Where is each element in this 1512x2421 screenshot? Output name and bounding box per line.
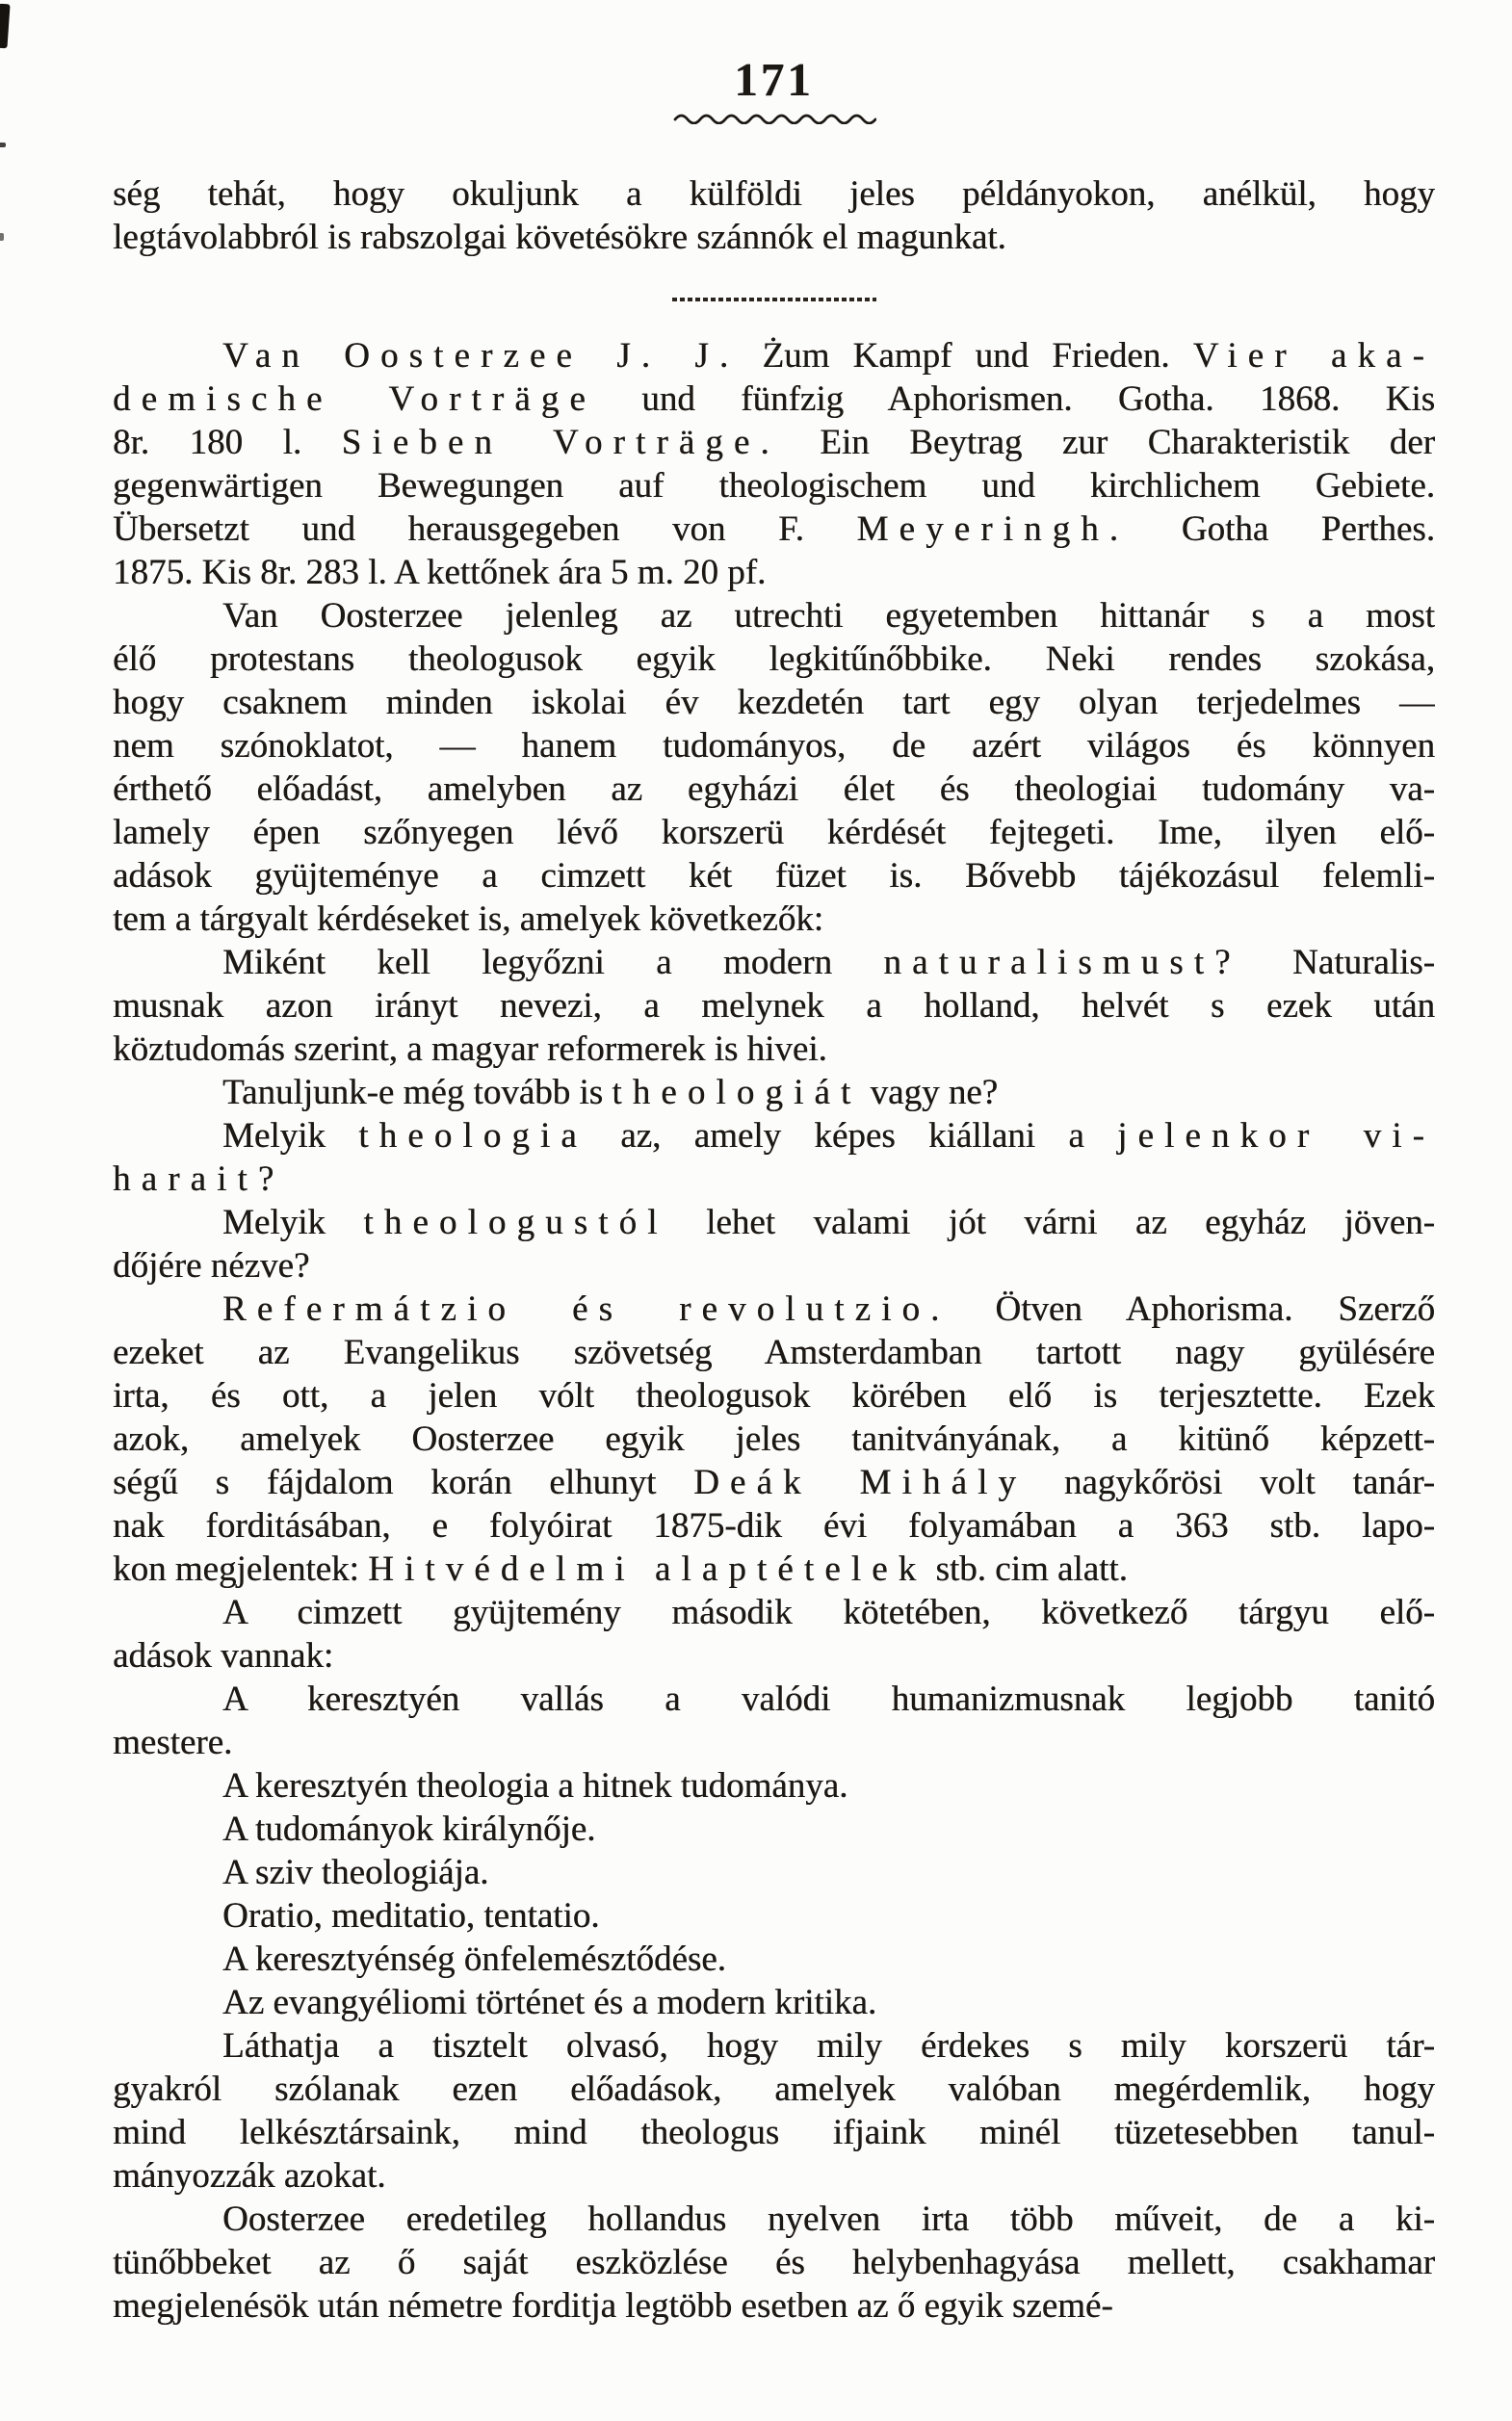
letterspaced-text: theologia	[358, 1115, 587, 1156]
letterspaced-text: theologustól	[363, 1202, 668, 1242]
text-line	[113, 1634, 1435, 1678]
text-segment: irta, és ott, a jelen vólt theologusok körében elő is terjesztette. Ezek	[113, 1375, 1435, 1416]
letterspaced-text: naturalismust?	[883, 942, 1241, 982]
text-segment: Tanuljunk-e még tovább is	[222, 1072, 613, 1112]
letterspaced-text: Van Oosterzee J. J.	[222, 335, 740, 376]
text-line	[113, 1548, 1435, 1591]
text-segment: stb. cim alatt.	[926, 1549, 1128, 1589]
text-segment: Żum Kampf und Frieden.	[739, 335, 1193, 376]
paragraph	[113, 1808, 1435, 1851]
text-segment: musnak azon irányt nevezi, a melynek a holland, helvét s ezek után	[113, 985, 1435, 1026]
text-line	[113, 724, 1435, 768]
text-line	[113, 1678, 1435, 1721]
squiggle-underline-icon	[672, 110, 876, 124]
text-segment: tem a tárgyalt kérdéseket is, amelyek következők:	[113, 898, 824, 939]
text-line	[113, 551, 1435, 594]
text-segment: Miként kell legyőzni a modern	[222, 942, 884, 982]
text-segment: A keresztyénség önfelemésztődése.	[222, 1939, 726, 1979]
text-segment: A keresztyén theologia a hitnek tudománya.	[222, 1765, 848, 1806]
text-line	[113, 984, 1435, 1028]
text-segment: Ein Beytrag zur Charakteristik der	[779, 422, 1435, 462]
text-line	[113, 1461, 1435, 1504]
text-line	[113, 421, 1435, 464]
text-line	[113, 1028, 1435, 1071]
text-segment: megjelenésök után németre forditja legtöbb esetben az ő egyik szemé-	[113, 2285, 1113, 2326]
letterspaced-text: Hitvédelmi alaptételek	[368, 1549, 927, 1589]
text-segment: Oratio, meditatio, tentatio.	[222, 1895, 600, 1936]
text-segment: Az evangyéliomi történet és a modern kritika.	[222, 1982, 877, 2022]
paragraph	[113, 1938, 1435, 1981]
paragraph	[113, 1071, 1435, 1114]
paragraph	[113, 172, 1435, 259]
text-segment: ség tehát, hogy okuljunk a külföldi jeles példányokon, anélkül, hogy	[113, 173, 1435, 214]
paragraph	[113, 941, 1435, 1071]
text-line	[113, 594, 1435, 638]
text-segment: érthető előadást, amelyben az egyházi élet és theologiai tudomány va-	[113, 768, 1435, 809]
text-line	[113, 1331, 1435, 1374]
letterspaced-text: Deák Mihály	[693, 1462, 1027, 1502]
text-segment: Übersetzt und herausgegeben von F.	[113, 508, 857, 549]
text-segment: gyakról szólanak ezen előadások, amelyek valóban megérdemlik, hogy	[113, 2069, 1435, 2109]
text-line	[113, 377, 1435, 421]
text-line	[113, 464, 1435, 508]
letterspaced-text: harait?	[113, 1158, 285, 1199]
text-line	[113, 768, 1435, 811]
text-line	[113, 1591, 1435, 1634]
letterspaced-text: theologiát	[612, 1072, 862, 1112]
page-number: 171	[734, 53, 814, 106]
text-segment: Melyik	[222, 1202, 364, 1242]
paragraph	[113, 1678, 1435, 1764]
letterspaced-text: Sieben Vorträge.	[341, 422, 780, 462]
text-segment: A sziv theologiája.	[222, 1852, 489, 1892]
text-segment: Van Oosterzee jelenleg az utrechti egyetemben hittanár s a most	[222, 595, 1435, 636]
text-line	[113, 1938, 1435, 1981]
text-segment: Láthatja a tisztelt olvasó, hogy mily érdekes s mily korszerü tár-	[222, 2025, 1435, 2066]
text-segment: Gotha Perthes.	[1129, 508, 1435, 549]
text-segment: adások gyüjteménye a cimzett két füzet is. Bővebb tájékozásul felemli-	[113, 855, 1435, 896]
text-segment: A tudományok királynője.	[222, 1809, 596, 1849]
text-segment: mind lelkésztársaink, mind theologus ifjaink minél tüzetesebben tanul-	[113, 2112, 1435, 2152]
text-segment: legtávolabbról is rabszolgai követésökre szánnók el magunkat.	[113, 217, 1006, 257]
text-line	[113, 1288, 1435, 1331]
text-line	[113, 941, 1435, 984]
letterspaced-text: Refermátzio és revolutzio.	[222, 1289, 951, 1329]
text-line	[113, 2024, 1435, 2068]
text-segment: ségű s fájdalom korán elhunyt	[113, 1462, 694, 1502]
text-segment: élő protestans theologusok egyik legkitűnőbbike. Neki rendes szokása,	[113, 638, 1435, 679]
text-line	[113, 638, 1435, 681]
text-segment: ezeket az Evangelikus szövetség Amsterdamban tartott nagy gyülésére	[113, 1332, 1435, 1372]
text-segment: lehet valami jót várni az egyház jöven-	[667, 1202, 1435, 1242]
text-segment: lamely épen szőnyegen lévő korszerü kérdését fejtegeti. Ime, ilyen elő-	[113, 812, 1435, 852]
text-line	[113, 854, 1435, 898]
letterspaced-text: Vier aka-	[1192, 335, 1435, 376]
text-line	[113, 172, 1435, 216]
text-segment: Oosterzee eredetileg hollandus nyelven irta több műveit, de a ki-	[222, 2199, 1435, 2239]
section-divider	[672, 298, 876, 301]
text-segment: dőjére nézve?	[113, 1245, 310, 1286]
text-segment: A cimzett gyüjtemény második kötetében, következő tárgyu elő-	[222, 1592, 1435, 1632]
text-line	[113, 1721, 1435, 1764]
text-line	[113, 2111, 1435, 2154]
letterspaced-text: Meyeringh.	[856, 508, 1130, 549]
text-line	[113, 811, 1435, 854]
text-segment: gegenwärtigen Bewegungen auf theologischem und kirchlichem Gebiete.	[113, 465, 1435, 506]
paragraph	[113, 334, 1435, 594]
paragraph	[113, 1201, 1435, 1288]
text-line	[113, 2154, 1435, 2198]
text-line	[113, 1764, 1435, 1808]
text-segment: azok, amelyek Oosterzee egyik jeles tanitványának, a kitünő képzett-	[113, 1419, 1435, 1459]
scan-artifact	[0, 4, 11, 49]
text-segment: und fünfzig Aphorismen. Gotha. 1868. Kis	[595, 378, 1435, 419]
paragraph	[113, 1764, 1435, 1808]
scan-artifact	[0, 143, 6, 147]
text-segment: Melyik	[222, 1115, 359, 1156]
paragraph	[113, 1591, 1435, 1678]
text-line	[113, 1374, 1435, 1418]
text-segment: adások vannak:	[113, 1635, 334, 1676]
paragraph	[113, 2024, 1435, 2198]
text-line	[113, 681, 1435, 724]
paragraph	[113, 1114, 1435, 1201]
text-line	[113, 216, 1435, 259]
text-segment: 8r. 180 l.	[113, 422, 342, 462]
text-line	[113, 1244, 1435, 1288]
paragraph	[113, 1851, 1435, 1894]
text-segment: nem szónoklatot, — hanem tudományos, de azért világos és könnyen	[113, 725, 1435, 766]
text-line	[113, 1114, 1435, 1158]
text-line	[113, 1158, 1435, 1201]
text-segment: mányozzák azokat.	[113, 2155, 386, 2196]
text-segment: 1875. Kis 8r. 283 l. A kettőnek ára 5 m. 20 pf.	[113, 552, 767, 592]
text-segment: az, amely képes kiállani a	[587, 1115, 1118, 1156]
letterspaced-text: demische Vorträge	[113, 378, 596, 419]
text-segment: vagy ne?	[861, 1072, 999, 1112]
text-line	[113, 1808, 1435, 1851]
text-segment: tünőbbeket az ő saját eszközlése és helybenhagyása mellett, csakhamar	[113, 2242, 1435, 2282]
paragraph	[113, 594, 1435, 941]
text-line	[113, 2198, 1435, 2241]
text-segment: Ötven Aphorisma. Szerző	[950, 1289, 1435, 1329]
text-segment: köztudomás szerint, a magyar reformerek is hivei.	[113, 1028, 827, 1069]
text-line	[113, 1201, 1435, 1244]
paragraph	[113, 1288, 1435, 1591]
text-segment: A keresztyén vallás a valódi humanizmusnak legjobb tanitó	[222, 1679, 1435, 1719]
text-line	[113, 508, 1435, 551]
scan-artifact	[0, 233, 4, 241]
page-header	[113, 0, 1435, 124]
text-segment: hogy csaknem minden iskolai év kezdetén tart egy olyan terjedelmes —	[113, 682, 1435, 722]
text-line	[113, 1071, 1435, 1114]
text-line	[113, 1504, 1435, 1548]
paragraph	[113, 1981, 1435, 2024]
paragraph	[113, 1894, 1435, 1938]
paragraph	[113, 2198, 1435, 2328]
text-line	[113, 1894, 1435, 1938]
text-segment: nagykőrösi volt tanár-	[1027, 1462, 1435, 1502]
text-line	[113, 898, 1435, 941]
text-segment: mestere.	[113, 1722, 233, 1762]
text-segment: Naturalis-	[1240, 942, 1435, 982]
text-line	[113, 334, 1435, 377]
text-line	[113, 2241, 1435, 2284]
text-line	[113, 1418, 1435, 1461]
text-line	[113, 1981, 1435, 2024]
letterspaced-text: jelenkor vi-	[1117, 1115, 1435, 1156]
text-segment: nak forditásában, e folyóirat 1875-dik évi folyamában a 363 stb. lapo-	[113, 1505, 1435, 1546]
page-body	[113, 172, 1435, 2328]
text-line	[113, 2284, 1435, 2328]
text-segment: kon megjelentek:	[113, 1549, 369, 1589]
text-line	[113, 1851, 1435, 1894]
text-line	[113, 2068, 1435, 2111]
